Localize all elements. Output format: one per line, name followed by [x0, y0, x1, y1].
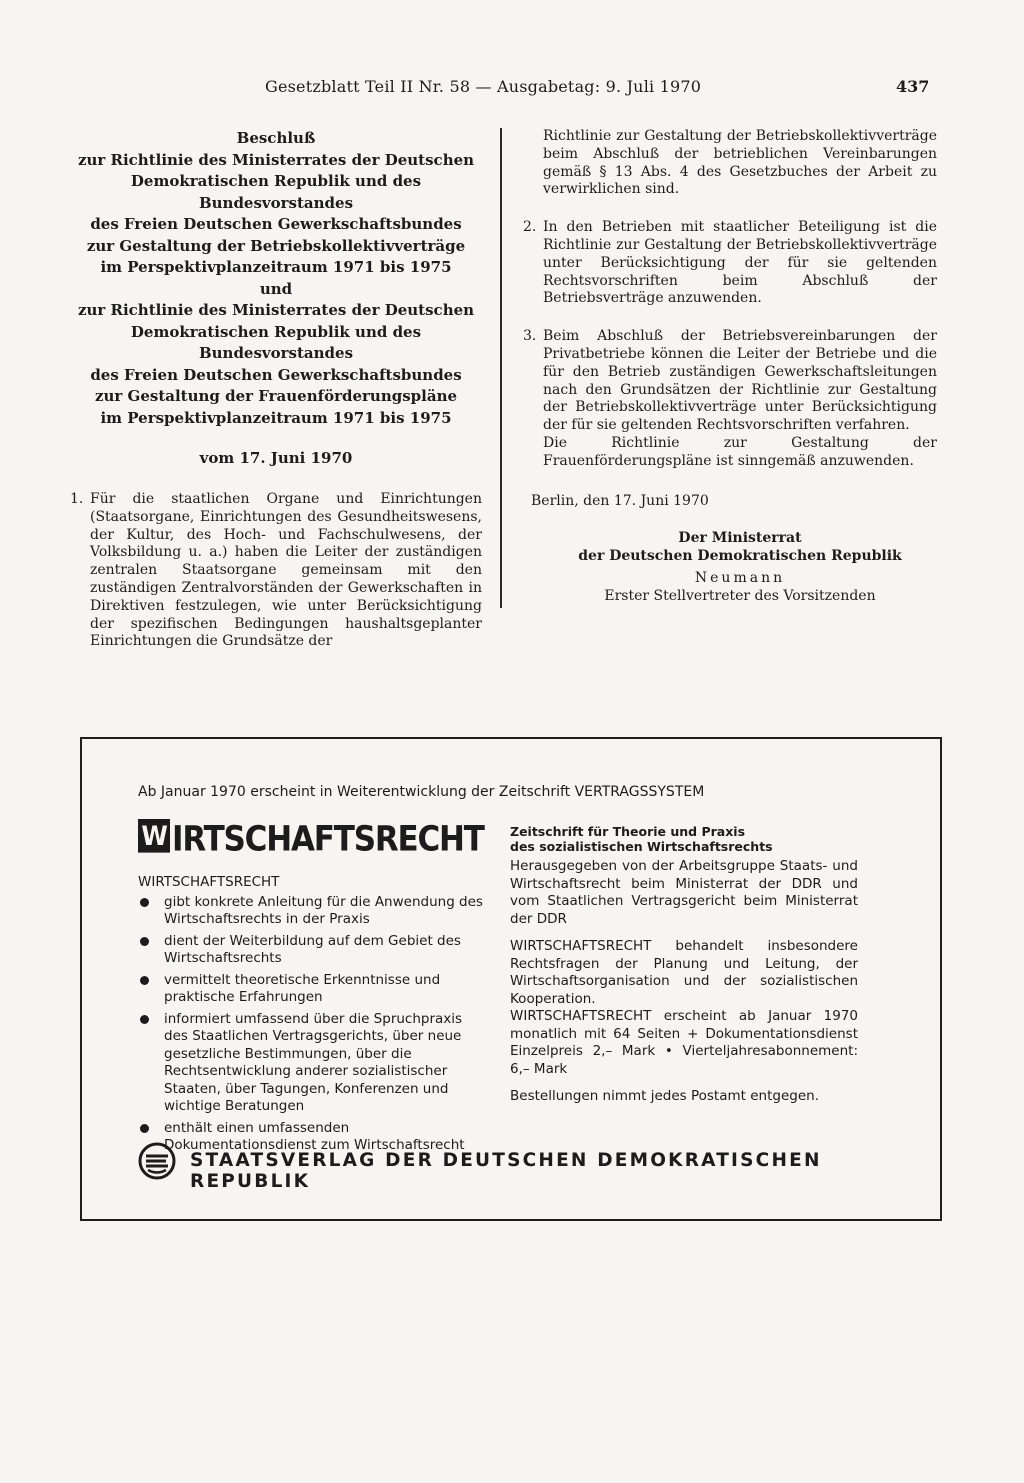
signature-block — [543, 529, 937, 605]
signature-authority-2: der Deutschen Demokratischen Republik — [578, 547, 902, 564]
page-number: 437 — [896, 77, 930, 96]
publisher-name: STAATSVERLAG DER DEUTSCHEN DEMOKRATISCHEN REPUBLIK — [190, 1150, 822, 1192]
paragraph-2 — [523, 219, 937, 308]
journal-logo — [138, 819, 484, 859]
ad-intro: Ab Januar 1970 erscheint in Weiterentwicklung der Zeitschrift VERTRAGSSYSTEM — [138, 784, 705, 800]
list-item — [138, 1011, 488, 1116]
ad-heading-2: des sozialistischen Wirtschaftsrechts — [510, 839, 773, 854]
place-and-date: Berlin, den 17. Juni 1970 — [531, 492, 709, 509]
paragraph-1 — [70, 491, 482, 651]
right-column — [523, 128, 937, 605]
ad-topics: WIRTSCHAFTSRECHT behandelt insbesondere Rechtsfragen der Planung und Leitung, der Wirtschaftsorganisation und der sozialistischen Kooperation. — [510, 938, 858, 1007]
publisher-line — [138, 1142, 858, 1192]
decree-title-line: Demokratischen Republik und des Bundesvorstandes — [130, 322, 422, 362]
advertisement-box — [80, 737, 942, 1221]
decree-title-line: im Perspektivplanzeitraum 1971 bis 1975 — [100, 408, 452, 427]
paragraph-number: 1. — [70, 491, 84, 507]
bullet-icon — [140, 1015, 149, 1024]
paragraph-number: 2. — [523, 219, 537, 236]
list-item — [138, 972, 488, 1007]
ad-heading: Zeitschrift für Theorie und Praxis — [510, 824, 746, 839]
bullet-icon — [140, 898, 149, 907]
decree-title-line: des Freien Deutschen Gewerkschaftsbundes — [90, 215, 462, 233]
decree-title-line: zur Richtlinie des Ministerrates der Deutschen — [77, 301, 475, 319]
decree-title-line: zur Richtlinie des Ministerrates der Deutschen — [77, 150, 475, 169]
paragraph-3 — [523, 328, 937, 470]
decree-title-line: im Perspektivplanzeitraum 1971 bis 1975 — [100, 258, 452, 276]
paragraph-text: Beim Abschluß der Betriebsvereinbarungen der Privatbetriebe können die Leiter der Betriebe und die für den Betrieb zuständigen Gewerkschaftsleitungen nach den Grundsätzen der Richtlinie zur Gestaltung der Betriebskollektivverträge unter Berücksichtigung der für sie geltenden Rechtsvorschriften verfahren. — [543, 328, 937, 434]
ad-publisher-info: Herausgegeben von der Arbeitsgruppe Staats- und Wirtschaftsrecht beim Ministerrat der DDR und vom Staatlichen Vertragsgericht beim Ministerrat der DDR — [510, 858, 858, 927]
paragraph-text: Für die staatlichen Organe und Einrichtungen (Staatsorgane, Einrichtungen des Gesundheitswesens, der Kultur, des Hoch- und Fachschulwesens, der Volksbildung u. a.) haben die Leiter der zuständigen zentralen Staatsorgane gemeinsam mit den zuständigen Zentralvorständen der Gewerkschaften in Direktiven festzulegen, wie unter Berücksichtigung der spezifischen Bedingungen haushaltsgeplanter Einrichtungen die Grundsätze der — [90, 491, 482, 650]
list-item-text: gibt konkrete Anleitung für die Anwendung des Wirtschaftsrechts in der Praxis — [164, 893, 483, 927]
bullet-icon — [140, 1124, 149, 1133]
paragraph-text: In den Betrieben mit staatlicher Beteiligung ist die Richtlinie zur Gestaltung der Betriebskollektivverträge unter Berücksichtigung der für sie geltenden Rechtsvorschriften beim Abschluß der Betriebsverträge anzuwenden. — [543, 219, 937, 307]
column-divider — [500, 128, 502, 608]
ad-ordering: Bestellungen nimmt jedes Postamt entgegen. — [510, 1088, 819, 1104]
list-item — [138, 933, 488, 968]
list-item-text: vermittelt theoretische Erkenntnisse und praktische Erfahrungen — [164, 971, 441, 1005]
decree-title-line: des Freien Deutschen Gewerkschaftsbundes — [90, 365, 462, 384]
ad-details — [510, 824, 858, 1106]
decree-title-line: zur Gestaltung der Betriebskollektivverträge — [86, 236, 466, 255]
decree-date: vom 17. Juni 1970 — [199, 449, 353, 467]
decree-title — [70, 128, 482, 429]
ad-subtitle: WIRTSCHAFTSRECHT — [138, 874, 280, 890]
signature-authority: Der Ministerrat — [678, 529, 802, 546]
feature-list — [138, 894, 488, 1155]
list-item-text: dient der Weiterbildung auf dem Gebiet des Wirtschaftsrechts — [164, 932, 461, 966]
ad-pricing: WIRTSCHAFTSRECHT erscheint ab Januar 1970 monatlich mit 64 Seiten + Dokumentationsdienst Einzelpreis 2,– Mark • Vierteljahresabonnement: 6,– Mark — [510, 1008, 858, 1077]
list-item-text: informiert umfassend über die Spruchpraxis des Staatlichen Vertragsgerichts, über neue gesetzliche Bestimmungen, über die Rechtsentwicklung anderer sozialistischer Staaten, über Tagungen, Konferenzen und wichtige Beratungen — [164, 1010, 463, 1114]
paragraph-text-extra: Die Richtlinie zur Gestaltung der Frauenförderungspläne ist sinngemäß anzuwenden. — [543, 434, 937, 469]
left-column — [70, 128, 482, 651]
bullet-icon — [140, 976, 149, 985]
signatory-role: Erster Stellvertreter des Vorsitzenden — [604, 587, 876, 604]
decree-title-line: Beschluß — [236, 129, 316, 147]
logo-text: IRTSCHAFTSRECHT — [172, 819, 484, 860]
bullet-icon — [140, 937, 149, 946]
signatory-name: Neumann — [694, 569, 786, 586]
decree-title-line: und — [259, 279, 293, 298]
publisher-logo-icon — [138, 1142, 176, 1180]
paragraph-1-continued: Richtlinie zur Gestaltung der Betriebskollektivverträge beim Abschluß der betrieblichen Vereinbarungen gemäß § 13 Abs. 4 des Gesetzbuches der Arbeit zu verwirklichen sind. — [543, 128, 937, 198]
paragraph-number: 3. — [523, 328, 537, 345]
decree-title-line: Demokratischen Republik und des Bundesvorstandes — [130, 172, 422, 212]
logo-initial: W — [138, 819, 170, 853]
decree-title-line: zur Gestaltung der Frauenförderungspläne — [94, 387, 458, 405]
ad-features — [138, 874, 488, 1159]
list-item-text: enthält einen umfassenden Dokumentationsdienst zum Wirtschaftsrecht — [164, 1119, 465, 1153]
gazette-title: Gesetzblatt Teil II Nr. 58 — Ausgabetag: 9. Juli 1970 — [265, 77, 702, 96]
running-header — [0, 74, 1024, 104]
list-item — [138, 894, 488, 929]
